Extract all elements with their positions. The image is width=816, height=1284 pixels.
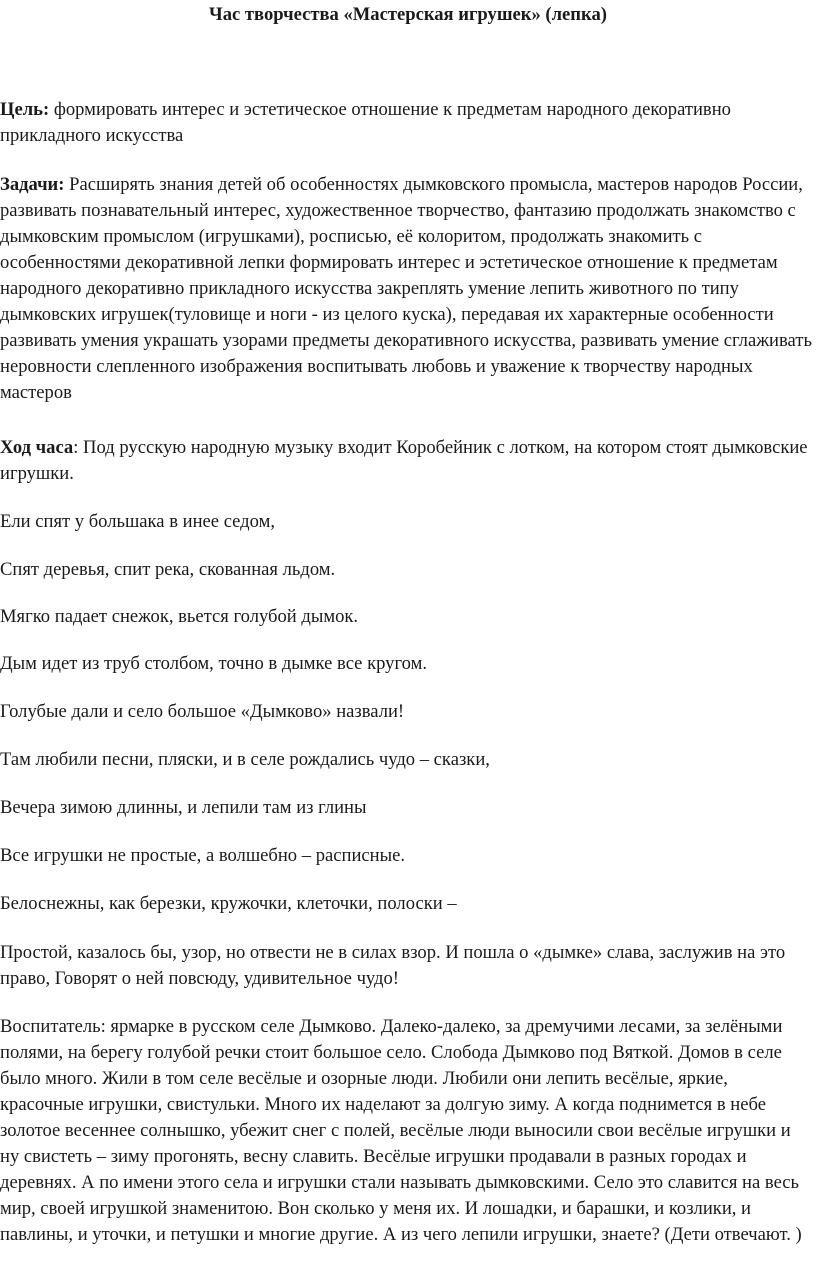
poem-line: Голубые дали и село большое «Дымково» назвали! (0, 701, 405, 722)
poem-line: Дым идет из труб столбом, точно в дымке все кругом. (0, 653, 427, 674)
tasks-paragraph (0, 172, 814, 406)
tasks-label: Задачи: (0, 174, 65, 195)
tasks-text: Расширять знания детей об особенностях дымковского промысла, мастеров народов России, развивать познавательный интерес, художественное творчество, фантазию продолжать знакомство с дымковским промыслом (игрушками), росписью, её колоритом, продолжать знакомить с особенностями декоративной лепки формировать интерес и эстетическое отношение к предметам народного декоративно прикладного искусства закреплять умение лепить животного по типу дымковских игрушек(туловище и ноги - из целого куска), передавая их характерные особенности развивать умения украшать узорами предметы декоративного искусства, развивать умение сглаживать неровности слепленного изображения воспитывать любовь и уважение к творчеству народных мастеров (0, 174, 812, 403)
poem-line: Все игрушки не простые, а волшебно – расписные. (0, 845, 405, 866)
goal-text: формировать интерес и эстетическое отношение к предметам народного декоративно прикладного искусства (0, 99, 731, 146)
poem-line: Простой, казалось бы, узор, но отвести не в силах взор. И пошла о «дымке» слава, заслужив на это право, Говорят о ней повсюду, удивительное чудо! (0, 942, 786, 989)
poem-line: Спят деревья, спит река, скованная льдом. (0, 559, 336, 580)
goal-paragraph (0, 97, 814, 149)
poem-line: Мягко падает снежок, вьется голубой дымок. (0, 606, 359, 627)
poem-line: Вечера зимою длинны, и лепили там из глины (0, 797, 367, 818)
poem-line: Белоснежны, как березки, кружочки, клеточки, полоски – (0, 893, 457, 914)
goal-label: Цель: (0, 99, 50, 120)
poem-line: Ели спят у большака в инее седом, (0, 511, 275, 532)
poem-line: Там любили песни, пляски, и в селе рождались чудо – сказки, (0, 749, 490, 770)
document-title: Час творчества «Мастерская игрушек» (лепка) (209, 4, 607, 25)
course-text: : Под русскую народную музыку входит Коробейник с лотком, на котором стоят дымковские игрушки. (0, 437, 808, 484)
teacher-paragraph: Воспитатель: ярмарке в русском селе Дымково. Далеко-далеко, за дремучими лесами, за зелёными полями, на берегу голубой речки стоит большое село. Слобода Дымково под Вяткой. Домов в селе было много. Жили в том селе весёлые и озорные люди. Любили они лепить весёлые, яркие, красочные игрушки, свистульки. Много их наделают за долгую зиму. А когда поднимется в небе золотое весеннее солнышко, убежит снег с полей, весёлые люди выносили свои весёлые игрушки и ну свистеть – зиму прогонять, весну славить. Весёлые игрушки продавали в разных городах и деревнях. А по имени этого села и игрушки стали называть дымковскими. Село это славится на весь мир, своей игрушкой знаменитою. Вон сколько у меня их. И лошадки, и барашки, и козлики, и павлины, и уточки, и петушки и многие другие. А из чего лепили игрушки, знаете? (Дети отвечают. ) (0, 1016, 802, 1245)
course-label: Ход часа (0, 437, 74, 458)
course-paragraph (0, 435, 814, 487)
